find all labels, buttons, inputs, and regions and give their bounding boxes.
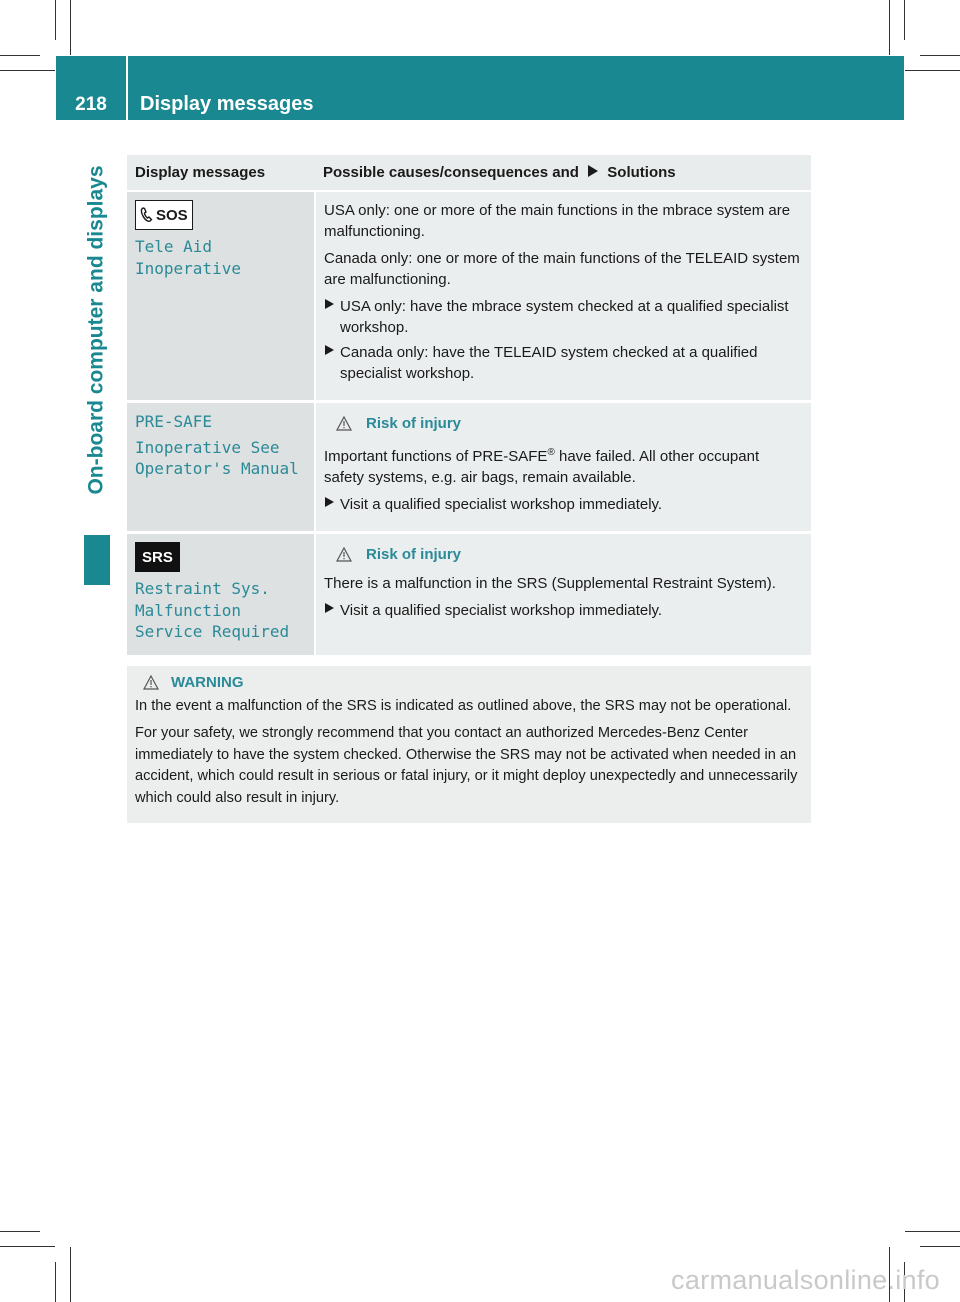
cause-text	[324, 442, 803, 488]
display-message-line: PRE-SAFE	[135, 412, 213, 431]
solution-item	[324, 342, 803, 384]
phone-sos-icon	[135, 200, 193, 230]
arrow-right-icon	[324, 296, 340, 338]
crop-mark	[0, 1231, 40, 1232]
crop-mark	[920, 1246, 960, 1247]
display-cell	[127, 402, 315, 533]
table-row	[127, 402, 811, 533]
table-row	[127, 191, 811, 402]
warning-box	[127, 666, 811, 823]
warning-paragraph: For your safety, we strongly recommend that you contact an authorized Mercedes-Benz Center immediately to have the system checked. Otherwise the SRS may not be activated when needed in an accident, which could result in serious or fatal injury, or it might deploy unexpectedly and unnecessarily which could also result in injury.	[135, 725, 798, 806]
column-header-causes	[315, 155, 811, 191]
crop-mark	[905, 1231, 960, 1232]
table-row	[127, 533, 811, 657]
srs-icon-label: SRS	[142, 548, 173, 566]
risk-heading	[336, 544, 803, 565]
crop-mark	[70, 1247, 71, 1302]
warning-title: WARNING	[171, 674, 244, 691]
cause-text-part: have failed. All other occupant safety systems, e.g. air bags, remain available.	[324, 448, 760, 486]
cause-text-part: Important functions of PRE-SAFE	[324, 448, 548, 465]
display-message-line: Restraint Sys.	[135, 579, 270, 598]
page-title: Display messages	[140, 93, 314, 115]
side-tab-marker	[84, 535, 110, 585]
display-message-line: Inoperative	[135, 258, 241, 278]
display-message-line: Inoperative See	[135, 437, 280, 457]
solution-item	[324, 494, 803, 515]
crop-mark	[55, 0, 56, 40]
column-header-causes-prefix: Possible causes/consequences and	[323, 164, 579, 181]
solution-text: Canada only: have the TELEAID system checked at a qualified specialist workshop.	[340, 344, 758, 382]
watermark: carmanualsonline.info	[671, 1265, 940, 1295]
side-tab	[84, 130, 110, 530]
crop-mark	[0, 70, 55, 71]
crop-mark	[0, 55, 40, 56]
warning-triangle-icon	[336, 547, 352, 562]
header-divider	[126, 56, 128, 120]
crop-mark	[904, 0, 905, 40]
arrow-right-icon	[586, 164, 600, 178]
risk-label: Risk of injury	[366, 546, 462, 563]
display-message-line: Operator's Manual	[135, 459, 299, 478]
warning-triangle-icon	[336, 416, 352, 431]
warning-triangle-icon	[143, 675, 159, 690]
solution-text: Visit a qualified specialist workshop immediately.	[340, 602, 663, 619]
display-message-line: Malfunction	[135, 600, 241, 620]
registered-mark: ®	[547, 447, 555, 458]
warning-paragraph: In the event a malfunction of the SRS is indicated as outlined above, the SRS may not be operational.	[135, 697, 792, 714]
solution-item	[324, 600, 803, 621]
display-cell	[127, 533, 315, 657]
crop-mark	[55, 1262, 56, 1302]
warning-heading	[143, 672, 803, 694]
solution-item	[324, 296, 803, 338]
column-header-display: Display messages	[127, 155, 315, 191]
crop-mark	[920, 55, 960, 56]
display-message-line: Tele Aid	[135, 237, 213, 256]
solution-text: USA only: have the mbrace system checked at a qualified specialist workshop.	[340, 298, 789, 336]
cause-text: There is a malfunction in the SRS (Supplemental Restraint System).	[324, 575, 776, 592]
crop-mark	[70, 0, 71, 55]
page-number: 218	[75, 94, 107, 115]
crop-mark	[0, 1246, 55, 1247]
display-messages-table	[127, 155, 811, 658]
side-tab-label: On-board computer and displays	[85, 165, 108, 495]
arrow-right-icon	[324, 494, 340, 515]
srs-icon	[135, 542, 180, 572]
display-cell	[127, 191, 315, 402]
causes-cell	[315, 533, 811, 657]
table-header-row	[127, 155, 811, 191]
arrow-right-icon	[324, 600, 340, 621]
cause-text: Canada only: one or more of the main functions of the TELEAID system are malfunctioning.	[324, 250, 800, 288]
causes-cell	[315, 402, 811, 533]
sos-icon-label: SOS	[156, 206, 188, 224]
causes-cell	[315, 191, 811, 402]
solution-text: Visit a qualified specialist workshop immediately.	[340, 496, 663, 513]
crop-mark	[889, 0, 890, 55]
crop-mark	[905, 70, 960, 71]
column-header-causes-suffix: Solutions	[607, 164, 676, 181]
display-message-line: Service Required	[135, 622, 290, 641]
risk-heading	[336, 413, 803, 434]
risk-label: Risk of injury	[366, 415, 462, 432]
cause-text: USA only: one or more of the main functions in the mbrace system are malfunctioning.	[324, 202, 791, 240]
arrow-right-icon	[324, 342, 340, 384]
